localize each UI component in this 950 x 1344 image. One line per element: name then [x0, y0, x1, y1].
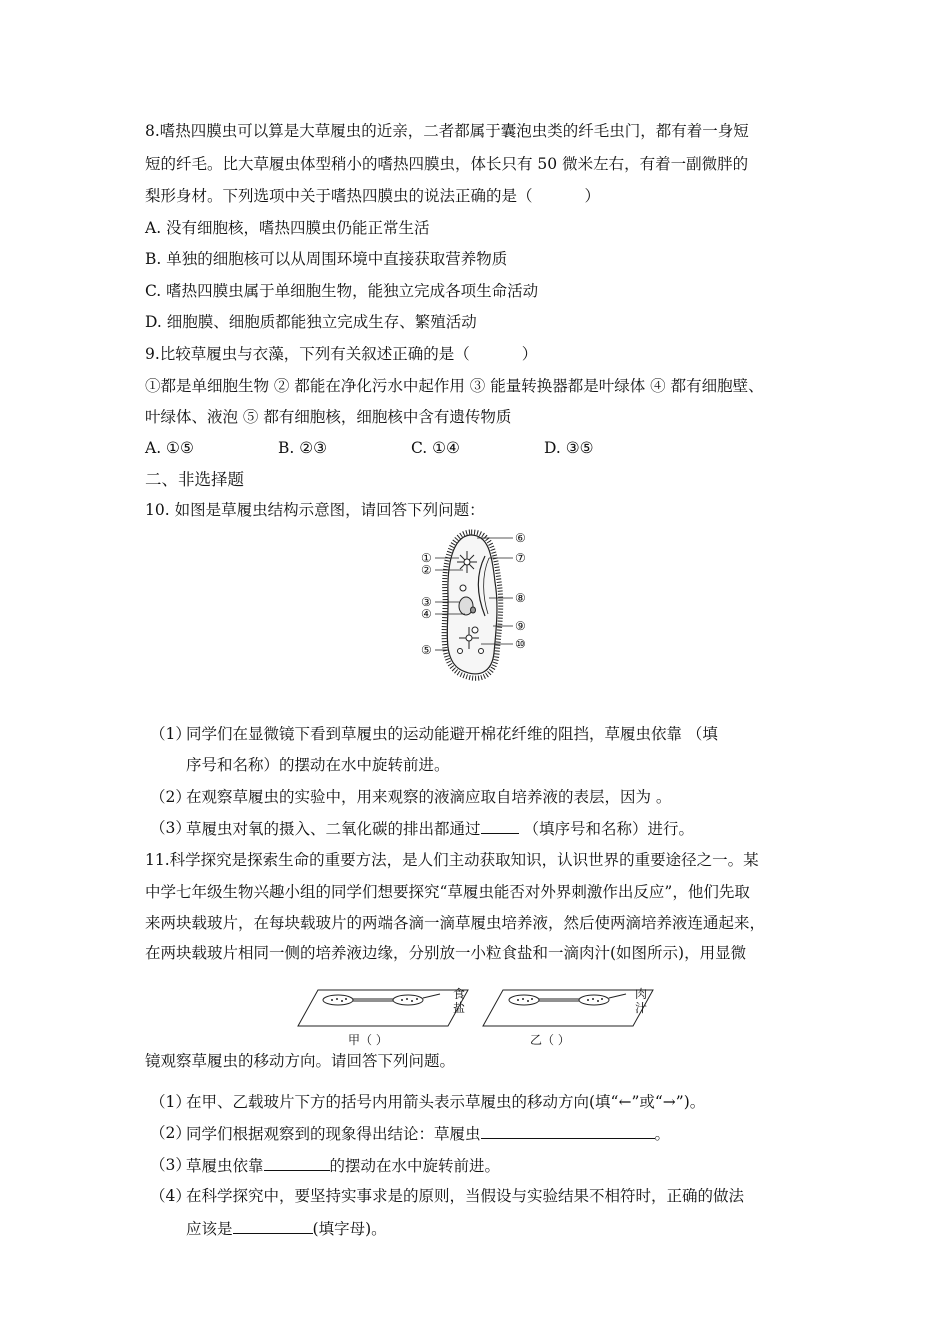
label-4: ④ — [421, 607, 432, 621]
q8-option-a: A. 没有细胞核，嗜热四膜虫仍能正常生活 — [145, 219, 430, 237]
label-1: ① — [421, 551, 432, 565]
q11-sub4-end: (填字母)。 — [312, 1220, 387, 1238]
q9-option-d: D. ③⑤ — [544, 439, 594, 457]
q11-line-5: 镜观察草履虫的移动方向。请回答下列问题。 — [145, 1052, 456, 1070]
q11-sub2-blank[interactable] — [481, 1123, 655, 1139]
slide-yi — [483, 990, 653, 1026]
section-heading: 二、非选择题 — [145, 470, 244, 489]
q8-paren-close: ） — [584, 187, 601, 205]
broth-label-1: 肉 — [635, 987, 648, 1001]
q11-sub3-text: 草履虫依靠 — [186, 1157, 264, 1175]
q9-paren-close: ） — [521, 345, 538, 363]
q11-sub3-end: 的摆动在水中旋转前进。 — [329, 1157, 501, 1175]
q11-line-1: 11.科学探究是探索生命的重要方法，是人们主动获取知识，认识世界的重要途径之一。某 — [145, 851, 759, 869]
q9-line-3: 叶绿体、液泡 ⑤ 都有细胞核，细胞核中含有遗传物质 — [145, 408, 512, 426]
q11-line-3: 来两块载玻片，在每块载玻片的两端各滴一滴草履虫培养液，然后使两滴培养液连通起来， — [145, 914, 766, 932]
salt-label-2: 盐 — [453, 1001, 466, 1015]
label-10: ⑩ — [515, 637, 526, 651]
slides-figure — [290, 982, 670, 1052]
label-3: ③ — [421, 595, 432, 609]
q10-sub3-line — [186, 818, 694, 839]
q11-line-4: 在两块载玻片相同一侧的培养液边缘，分别放一小粒食盐和一滴肉汁(如图所示)，用显微 — [145, 944, 747, 962]
q10-sub1-line-2: 序号和名称）的摆动在水中旋转前进。 — [186, 756, 450, 774]
q9-stem-text: 9.比较草履虫与衣藻，下列有关叙述正确的是（ — [145, 345, 470, 363]
q10-stem: 10. 如图是草履虫结构示意图，请回答下列问题： — [145, 501, 485, 519]
label-9: ⑨ — [515, 619, 526, 633]
micronucleus — [471, 607, 476, 613]
q8-option-c: C. 嗜热四膜虫属于单细胞生物，能独立完成各项生命活动 — [145, 282, 539, 300]
q11-sub4-line-1: 在科学探究中，要坚持实事求是的原则，当假设与实验结果不相符时，正确的做法 — [186, 1187, 745, 1205]
q11-sub3-num: （3） — [150, 1156, 191, 1174]
q10-sub3-text: 草履虫对氧的摄入、二氧化碳的排出都通过 — [186, 820, 481, 838]
label-8: ⑧ — [515, 591, 526, 605]
q9-option-a: A. ①⑤ — [145, 439, 194, 457]
q9-line-2: ①都是单细胞生物 ② 都能在净化污水中起作用 ③ 能量转换器都是叶绿体 ④ 都有细胞壁、 — [145, 377, 764, 395]
q8-stem-text: 梨形身材。下列选项中关于嗜热四膜虫的说法正确的是（ — [145, 187, 533, 205]
q11-sub2-text: 同学们根据观察到的现象得出结论：草履虫 — [186, 1125, 481, 1143]
q11-line-2: 中学七年级生物兴趣小组的同学们想要探究“草履虫能否对外界刺激作出反应”，他们先取 — [145, 883, 750, 901]
q10-sub1-num: （1） — [150, 725, 191, 743]
label-2: ② — [421, 563, 432, 577]
q11-sub4-blank[interactable] — [233, 1218, 313, 1234]
label-7: ⑦ — [515, 551, 526, 565]
slide-jia-caption: 甲（ ） — [348, 1033, 388, 1047]
q11-sub3-blank[interactable] — [264, 1155, 330, 1171]
slide-jia — [298, 990, 468, 1026]
label-5: ⑤ — [421, 643, 432, 657]
q10-sub3-blank[interactable] — [481, 818, 519, 834]
q9-option-c: C. ①④ — [411, 439, 460, 457]
salt-label-1: 食 — [453, 987, 466, 1001]
label-6: ⑥ — [515, 531, 526, 545]
slide-yi-caption: 乙（ ） — [530, 1033, 570, 1047]
q8-line-2: 短的纤毛。比大草履虫体型稍小的嗜热四膜虫，体长只有 50 微米左右，有着一副微胖的 — [145, 155, 749, 173]
paramecium-diagram — [415, 526, 535, 686]
q8-option-b: B. 单独的细胞核可以从周围环境中直接获取营养物质 — [145, 250, 508, 268]
q11-sub2-line — [186, 1123, 670, 1144]
broth-label-2: 汁 — [635, 1001, 648, 1015]
q10-sub2-text: 在观察草履虫的实验中，用来观察的液滴应取自培养液的表层，因为 。 — [186, 788, 672, 806]
q8-option-d: D. 细胞膜、细胞质都能独立完成生存、繁殖活动 — [145, 313, 477, 331]
q10-sub3-text-end: （填序号和名称）进行。 — [518, 820, 694, 838]
q11-sub4-text: 应该是 — [186, 1220, 233, 1238]
q9-option-b: B. ②③ — [278, 439, 328, 457]
q10-sub3-num: （3） — [150, 819, 191, 837]
q8-line-3 — [145, 186, 600, 206]
q10-sub2-num: （2） — [150, 788, 191, 806]
q11-sub1-text: 在甲、乙载玻片下方的括号内用箭头表示草履虫的移动方向(填“←”或“→”)。 — [186, 1093, 706, 1111]
q10-sub1-line-1: 同学们在显微镜下看到草履虫的运动能避开棉花纤维的阻挡，草履虫依靠 （填 — [186, 725, 718, 743]
q11-sub2-end: 。 — [654, 1125, 671, 1143]
q11-sub2-num: （2） — [150, 1124, 191, 1142]
q11-sub4-line-2 — [186, 1218, 387, 1239]
q11-sub3-line — [186, 1155, 500, 1176]
q11-sub1-num: （1） — [150, 1093, 191, 1111]
q9-stem — [145, 344, 537, 364]
q11-sub4-num: （4） — [150, 1187, 191, 1205]
q8-line-1: 8.嗜热四膜虫可以算是大草履虫的近亲，二者都属于囊泡虫类的纤毛虫门，都有着一身短 — [145, 122, 749, 140]
